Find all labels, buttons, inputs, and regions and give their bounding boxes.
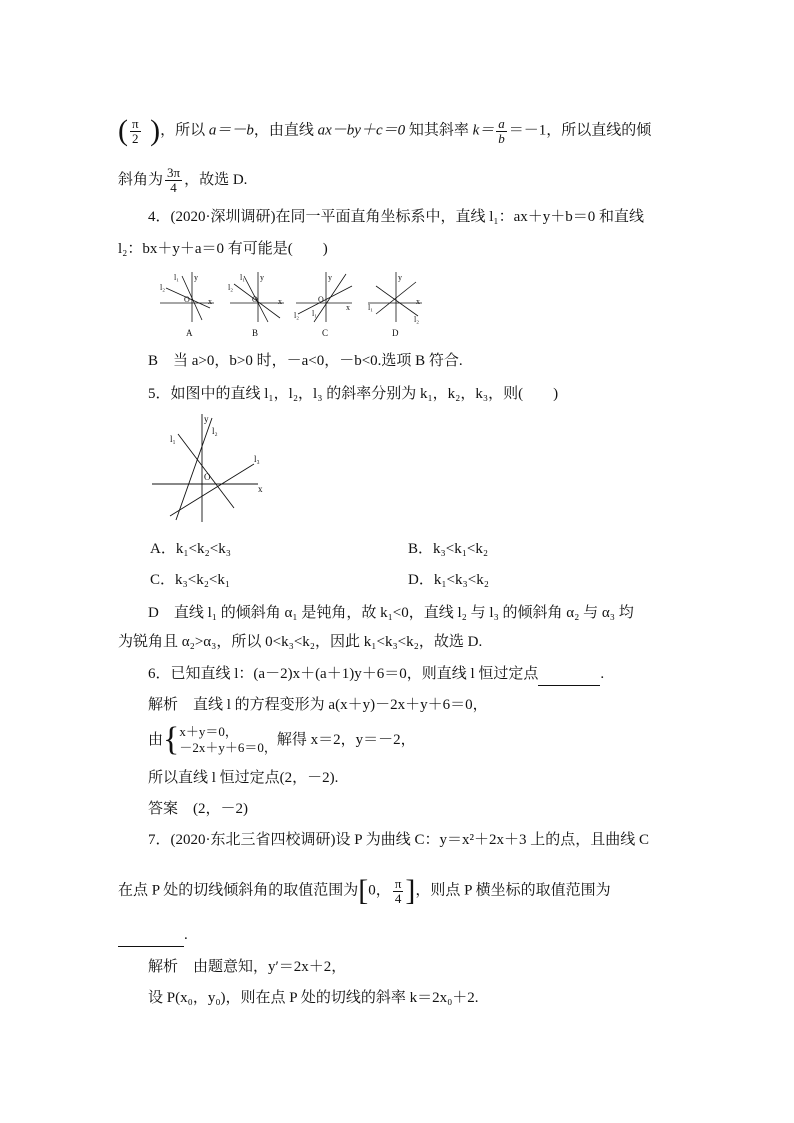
frac-num: π bbox=[394, 875, 402, 891]
fig-label: D bbox=[392, 328, 399, 338]
frac-num: 3π bbox=[167, 165, 181, 180]
label-y: y bbox=[398, 273, 402, 282]
label-l2: l₂ bbox=[160, 283, 166, 292]
text: 由 bbox=[148, 732, 164, 748]
q4-figure-c bbox=[294, 270, 358, 338]
text: 知其斜率 bbox=[405, 122, 473, 139]
text: . bbox=[184, 927, 188, 943]
text: 0， bbox=[368, 882, 391, 899]
text: 6．已知直线 l：(a－2)x＋(a＋1)y＋6＝0，则直线 l 恒过定点 bbox=[148, 666, 539, 682]
question-6-analysis: 解析 直线 l 的方程变形为 a(x＋y)－2x＋y＋6＝0， bbox=[148, 697, 488, 713]
question-6-line-1 bbox=[148, 663, 604, 686]
left-brace: { bbox=[163, 721, 180, 758]
question-7-line-1: 7．(2020·东北三省四校调研)设 P 为曲线 C：y＝x²＋2x＋3 上的点，且曲线 C bbox=[148, 832, 650, 848]
question-4-line-2: l₂：bx＋y＋a＝0 有可能是( ) bbox=[118, 241, 328, 257]
answer-blank bbox=[118, 924, 184, 947]
question-6-answer: 答案 (2，－2) bbox=[148, 801, 248, 817]
label-x: x bbox=[346, 303, 350, 312]
question-7-line-2 bbox=[118, 876, 611, 906]
question-6-conclusion: 所以直线 l 恒过定点(2，－2). bbox=[148, 770, 339, 786]
frac-den: 2 bbox=[132, 130, 139, 146]
option-d: D．k₁<k₃<k₂ bbox=[408, 572, 489, 588]
label-l2: l₂ bbox=[294, 311, 300, 320]
slope-k: k＝ bbox=[472, 122, 495, 139]
q5-figure bbox=[150, 412, 266, 524]
label-l1: l₁ bbox=[312, 309, 318, 318]
equation: ax－by＋c＝0 bbox=[317, 122, 406, 139]
text: ＝－1，所以直线的倾 bbox=[508, 122, 652, 139]
label-l2: l₂ bbox=[228, 283, 234, 292]
fraction-a-over-b bbox=[496, 117, 507, 146]
label-o: O bbox=[184, 295, 190, 304]
text: 斜角为 bbox=[118, 171, 164, 188]
text: . bbox=[600, 666, 605, 682]
label-y: y bbox=[204, 414, 209, 424]
line-l2 bbox=[376, 286, 418, 316]
text: ，则点 P 横坐标的取值范围为 bbox=[415, 882, 611, 899]
line-l2 bbox=[176, 418, 212, 520]
paragraph-line-1 bbox=[118, 116, 651, 146]
label-l1: l₁ bbox=[240, 273, 246, 282]
question-5-line-1: 5．如图中的直线 l₁，l₂，l₃ 的斜率分别为 k₁，k₂，k₃，则( ) bbox=[148, 386, 559, 402]
frac-num: a bbox=[498, 115, 505, 131]
label-l2: l₂ bbox=[414, 315, 420, 324]
line-l3 bbox=[170, 464, 254, 516]
line-l1 bbox=[178, 434, 234, 508]
right-bracket: ] bbox=[405, 874, 416, 907]
text: 解得 x＝2，y＝－2， bbox=[276, 732, 416, 748]
fraction-3pi-over-4 bbox=[165, 166, 182, 195]
label-y: y bbox=[194, 273, 198, 282]
question-4-line-1: 4．(2020·深圳调研)在同一平面直角坐标系中，直线 l₁：ax＋y＋b＝0 和直线 bbox=[148, 209, 645, 225]
fraction-pi-over-4 bbox=[393, 877, 404, 906]
fig-label: A bbox=[186, 328, 193, 338]
label-x: x bbox=[208, 297, 212, 306]
frac-den: b bbox=[498, 130, 505, 146]
label-l2: l₂ bbox=[212, 426, 218, 436]
fraction-pi-over-2 bbox=[130, 117, 141, 146]
q4-figure-d bbox=[366, 270, 430, 338]
question-7-line-3 bbox=[118, 924, 188, 947]
question-6-system bbox=[148, 721, 416, 758]
question-5-answer-line-2: 为锐角且 α₂>α₃，所以 0<k₃<k₂，因此 k₁<k₃<k₂，故选 D. bbox=[118, 634, 483, 650]
left-bracket: [ bbox=[358, 874, 369, 907]
fig-label: C bbox=[322, 328, 329, 338]
question-5-answer-line-1: D 直线 l₁ 的倾斜角 α₁ 是钝角，故 k₁<0，直线 l₂ 与 l₃ 的倾斜角 α₂ 与 α₃ 均 bbox=[148, 605, 634, 621]
label-y: y bbox=[260, 273, 264, 282]
option-c: C．k₃<k₂<k₁ bbox=[150, 572, 231, 588]
label-x: x bbox=[278, 297, 282, 306]
label-l1: l₁ bbox=[368, 303, 374, 312]
paragraph-line-2 bbox=[118, 166, 247, 195]
option-a: A．k₁<k₂<k₃ bbox=[150, 541, 231, 557]
label-x: x bbox=[258, 484, 263, 494]
line-l2 bbox=[298, 286, 352, 314]
equation: a＝－b bbox=[208, 122, 254, 139]
equation-1: x＋y＝0， bbox=[179, 724, 238, 739]
text: ，所以 bbox=[160, 122, 209, 139]
question-4-answer: B 当 a>0，b>0 时，－a<0，－b<0.选项 B 符合. bbox=[148, 353, 463, 369]
right-paren: ) bbox=[150, 114, 161, 147]
frac-num: π bbox=[132, 115, 139, 131]
question-7-analysis: 解析 由题意知，y′＝2x＋2， bbox=[148, 959, 347, 975]
label-o: O bbox=[252, 295, 258, 304]
label-l1: l₁ bbox=[174, 273, 180, 282]
label-l3: l₃ bbox=[254, 454, 260, 464]
label-o: O bbox=[204, 472, 211, 482]
left-paren: ( bbox=[118, 114, 128, 147]
option-b: B．k₃<k₁<k₂ bbox=[408, 541, 489, 557]
frac-den: 4 bbox=[170, 180, 177, 195]
equation-2: －2x＋y＋6＝0， bbox=[179, 740, 277, 755]
label-l1: l₁ bbox=[170, 434, 176, 444]
frac-den: 4 bbox=[394, 890, 402, 906]
question-7-last-line: 设 P(x₀，y₀)，则在点 P 处的切线的斜率 k＝2x₀＋2. bbox=[148, 990, 479, 1006]
label-y: y bbox=[328, 273, 332, 282]
answer-blank bbox=[538, 663, 600, 686]
fig-label: B bbox=[252, 328, 259, 338]
q4-figure-a bbox=[158, 270, 222, 338]
text: ，故选 D. bbox=[184, 171, 248, 188]
label-o: O bbox=[318, 295, 324, 304]
equation-system bbox=[179, 724, 277, 756]
label-x: x bbox=[416, 297, 420, 306]
q4-figure-b bbox=[228, 270, 292, 338]
text: ，由直线 bbox=[253, 122, 318, 139]
text: 在点 P 处的切线倾斜角的取值范围为 bbox=[118, 882, 359, 899]
